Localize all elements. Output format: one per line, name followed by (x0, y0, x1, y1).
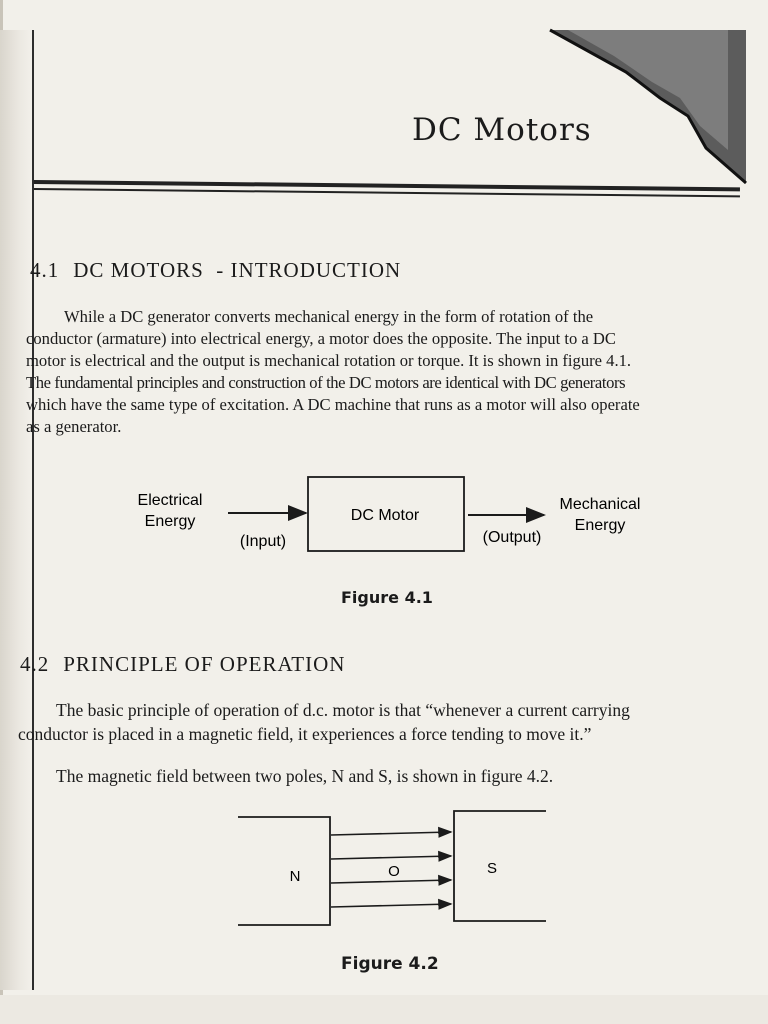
principle-paragraph (18, 698, 763, 746)
paragraph-line: While a DC generator converts mechanical energy in the form of rotation of the (64, 307, 594, 326)
section-heading-4-1 (30, 258, 401, 283)
figure-4-2-magnetic-field (230, 805, 560, 935)
figure-4-2-caption: Figure 4.2 (341, 954, 439, 974)
paragraph-line: conductor is placed in a magnetic field, it experiences a force tending to move it.” (18, 724, 592, 744)
output-label-line2: Energy (574, 517, 626, 534)
paragraph-line: The magnetic field between two poles, N and S, is shown in figure 4.2. (56, 766, 554, 786)
north-pole-label: N (289, 868, 301, 885)
figure-4-1-caption: Figure 4.1 (341, 588, 433, 607)
north-pole-outline (238, 817, 330, 925)
paragraph-line: which have the same type of excitation. A DC machine that runs as a motor will also operate (26, 395, 640, 414)
south-pole-outline (454, 811, 546, 921)
field-line (331, 904, 451, 907)
input-label-line1: Electrical (137, 492, 203, 509)
paragraph-line: motor is electrical and the output is mechanical rotation or torque. It is shown in figure 4.1. (26, 351, 632, 370)
output-arrow-label: (Output) (482, 529, 542, 546)
book-spine (0, 30, 34, 990)
section-title: DC MOTORS - INTRODUCTION (73, 258, 402, 282)
figure-4-1-block-diagram (100, 470, 680, 570)
paragraph-line: as a generator. (26, 417, 122, 436)
conductor-label: O (388, 863, 400, 880)
paragraph-line: conductor (armature) into electrical energy, a motor does the opposite. The input to a DC (26, 329, 616, 348)
chapter-title: DC Motors (412, 112, 592, 148)
section-heading-4-2 (20, 652, 345, 677)
chapter-corner-graphic (548, 28, 748, 188)
field-line (331, 880, 451, 883)
output-label-line1: Mechanical (559, 496, 641, 513)
section-title: PRINCIPLE OF OPERATION (63, 652, 346, 676)
field-line (331, 832, 451, 835)
south-pole-label: S (486, 860, 498, 877)
page-bottom-edge (0, 995, 768, 1024)
section-number: 4.1 (30, 258, 60, 282)
intro-paragraph (26, 306, 756, 438)
input-arrow-label: (Input) (239, 533, 287, 550)
input-label-line2: Energy (144, 513, 196, 530)
field-line (331, 856, 451, 859)
section-number: 4.2 (20, 652, 50, 676)
paragraph-line: The fundamental principles and construction of the DC motors are identical with DC generators (26, 373, 626, 392)
dc-motor-label: DC Motor (350, 507, 420, 524)
paragraph-line: The basic principle of operation of d.c. motor is that “whenever a current carrying (56, 700, 630, 720)
magnetic-field-paragraph (56, 764, 756, 788)
